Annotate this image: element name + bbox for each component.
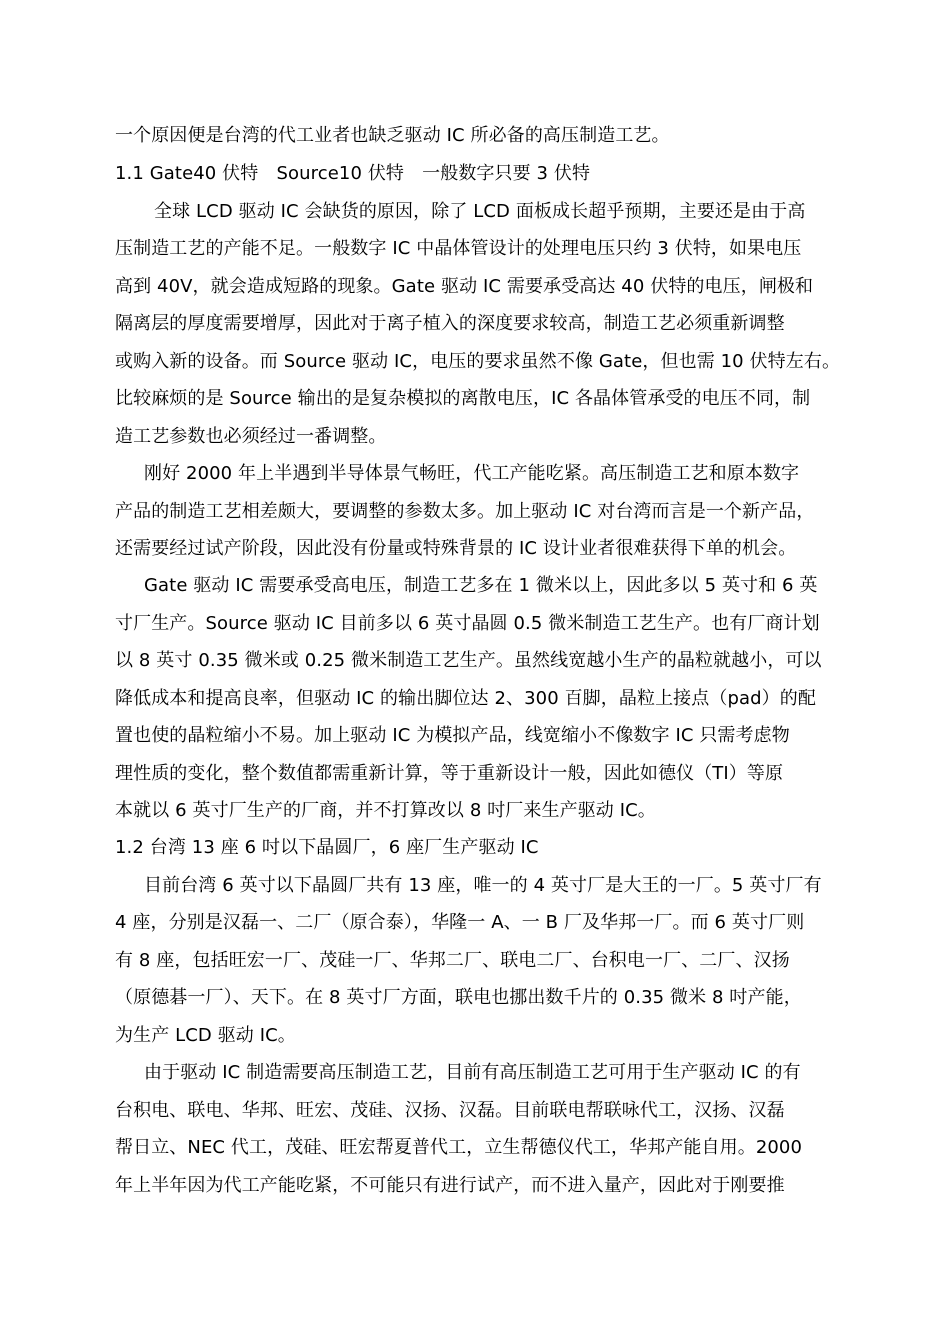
text-line-9: 造工艺参数也必须经过一番调整。 bbox=[115, 426, 387, 447]
text-line-7: 或购入新的设备。而 Source 驱动 IC，电压的要求虽然不像 Gate，但也需 10 伏特左右。 bbox=[115, 351, 841, 372]
text-line-13: Gate 驱动 IC 需要承受高电压，制造工艺多在 1 微米以上，因此多以 5 英寸和 6 英 bbox=[144, 575, 818, 596]
text-line-26: 由于驱动 IC 制造需要高压制造工艺，目前有高压制造工艺可用于生产驱动 IC 的有 bbox=[144, 1062, 801, 1083]
text-line-8: 比较麻烦的是 Source 输出的是复杂模拟的离散电压，IC 各晶体管承受的电压不同，制 bbox=[115, 388, 811, 409]
section-heading-1-1: 1.1 Gate40 伏特 Source10 伏特 一般数字只要 3 伏特 bbox=[115, 163, 591, 184]
text-line-5: 高到 40V，就会造成短路的现象。Gate 驱动 IC 需要承受高达 40 伏特的电压，闸极和 bbox=[115, 276, 814, 297]
text-line-22: 4 座，分别是汉磊一、二厂（原合泰），华隆一 A、一 B 厂及华邦一厂。而 6 英寸厂则 bbox=[115, 912, 805, 933]
text-line-19: 本就以 6 英寸厂生产的厂商，并不打算改以 8 吋厂来生产驱动 IC。 bbox=[115, 800, 656, 821]
text-line-17: 置也使的晶粒缩小不易。加上驱动 IC 为模拟产品，线宽缩小不像数字 IC 只需考虑物 bbox=[115, 725, 790, 746]
text-line-24: （原德碁一厂）、天下。在 8 英寸厂方面，联电也挪出数千片的 0.35 微米 8 吋产能， bbox=[115, 987, 802, 1008]
text-line-11: 产品的制造工艺相差颇大，要调整的参数太多。加上驱动 IC 对台湾而言是一个新产品， bbox=[115, 501, 815, 522]
text-line-15: 以 8 英寸 0.35 微米或 0.25 微米制造工艺生产。虽然线宽越小生产的晶粒就越小，可以 bbox=[115, 650, 822, 671]
text-line-25: 为生产 LCD 驱动 IC。 bbox=[115, 1025, 296, 1046]
text-line-23: 有 8 座，包括旺宏一厂、茂硅一厂、华邦二厂、联电二厂、台积电一厂、二厂、汉扬 bbox=[115, 950, 790, 971]
text-line-14: 寸厂生产。Source 驱动 IC 目前多以 6 英寸晶圆 0.5 微米制造工艺生产。也有厂商计划 bbox=[115, 613, 820, 634]
text-line-18: 理性质的变化，整个数值都需重新计算，等于重新设计一般，因此如德仪（TI）等原 bbox=[115, 763, 784, 784]
text-line-12: 还需要经过试产阶段，因此没有份量或特殊背景的 IC 设计业者很难获得下单的机会。 bbox=[115, 538, 797, 559]
text-line-3: 全球 LCD 驱动 IC 会缺货的原因，除了 LCD 面板成长超乎预期，主要还是由于高 bbox=[154, 201, 806, 222]
section-heading-1-2: 1.2 台湾 13 座 6 吋以下晶圆厂，6 座厂生产驱动 IC bbox=[115, 837, 539, 858]
text-line-6: 隔离层的厚度需要增厚，因此对于离子植入的深度要求较高，制造工艺必须重新调整 bbox=[115, 313, 785, 334]
text-line-4: 压制造工艺的产能不足。一般数字 IC 中晶体管设计的处理电压只约 3 伏特，如果电压 bbox=[115, 238, 802, 259]
text-line-16: 降低成本和提高良率，但驱动 IC 的输出脚位达 2、300 百脚，晶粒上接点（pad）的配 bbox=[115, 688, 816, 709]
text-line-29: 年上半年因为代工产能吃紧，不可能只有进行试产，而不进入量产，因此对于刚要推 bbox=[115, 1175, 785, 1196]
text-line-1: 一个原因便是台湾的代工业者也缺乏驱动 IC 所必备的高压制造工艺。 bbox=[115, 125, 670, 146]
text-line-10: 刚好 2000 年上半遇到半导体景气畅旺，代工产能吃紧。高压制造工艺和原本数字 bbox=[144, 463, 800, 484]
text-line-28: 帮日立、NEC 代工，茂硅、旺宏帮夏普代工，立生帮德仪代工，华邦产能自用。2000 bbox=[115, 1137, 803, 1158]
text-line-21: 目前台湾 6 英寸以下晶圆厂共有 13 座，唯一的 4 英寸厂是大王的一厂。5 英寸厂有 bbox=[144, 875, 822, 896]
text-line-27: 台积电、联电、华邦、旺宏、茂硅、汉扬、汉磊。目前联电帮联咏代工，汉扬、汉磊 bbox=[115, 1100, 785, 1121]
